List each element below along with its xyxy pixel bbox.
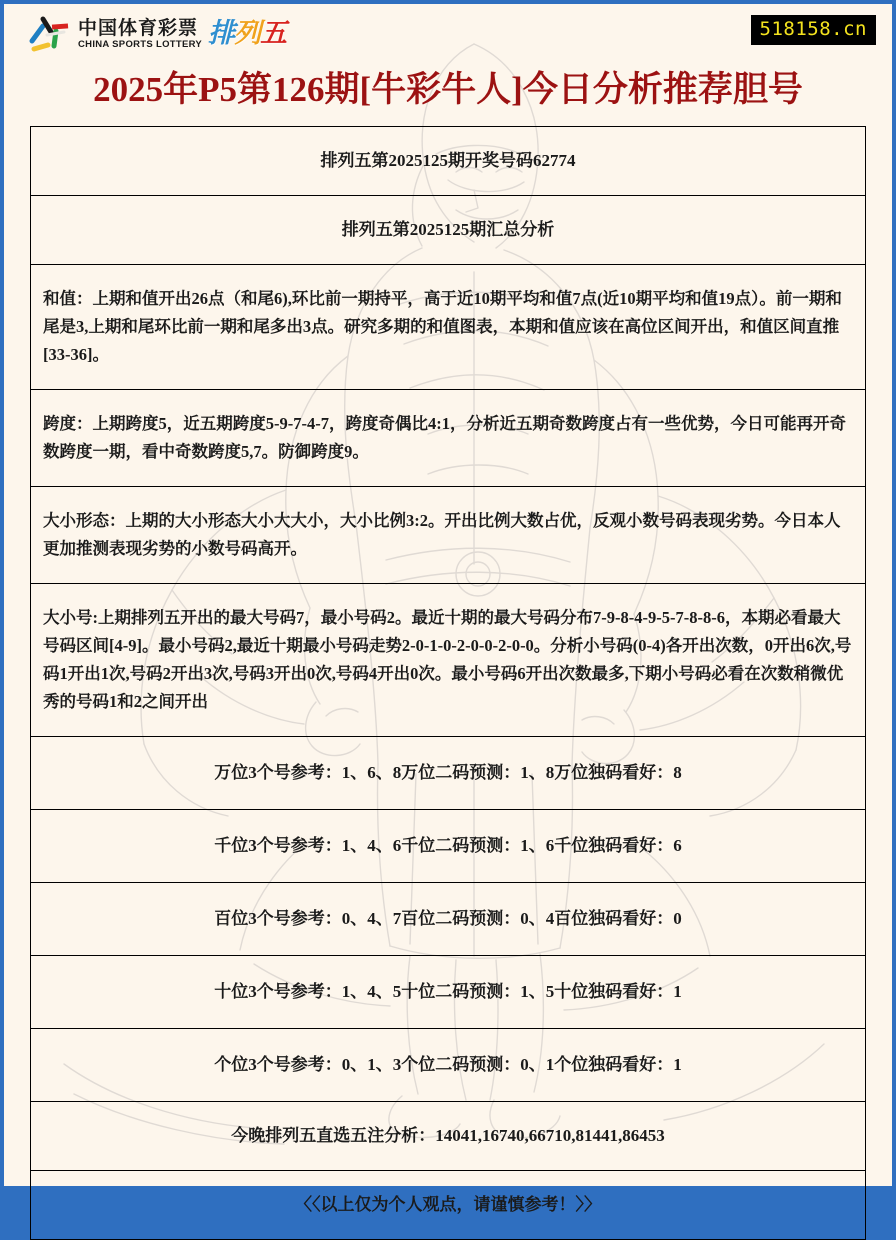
- summary-heading-cell: 排列五第2025125期汇总分析: [31, 196, 866, 265]
- brand-logo[interactable]: [26, 10, 286, 58]
- brand-name-cn: 中国体育彩票: [78, 16, 199, 39]
- disclaimer-cell: 〈〈以上仅为个人观点，请谨慎参考！〉〉: [31, 1171, 866, 1240]
- combo-cell: 今晚排列五直选五注分析：14041,16740,66710,81441,86453: [31, 1102, 866, 1171]
- game-name-char-2: 列: [234, 18, 261, 49]
- pos-ge-cell: 个位3个号参考：0、1、3个位二码预测：0、1个位独码看好：1: [31, 1029, 866, 1102]
- pos-shi-cell: 十位3个号参考：1、4、5十位二码预测：1、5十位独码看好：1: [31, 956, 866, 1029]
- table-row-size-number-analysis: [31, 584, 866, 737]
- analysis-table: [30, 126, 866, 1240]
- size-form-analysis-cell: 大小形态：上期的大小形态大小大大小，大小比例3:2。开出比例大数占优，反观小数号码表现劣势。今日本人更加推测表现劣势的小数号码高开。: [31, 487, 866, 584]
- table-row-disclaimer: [31, 1171, 866, 1240]
- table-row-size-form-analysis: [31, 487, 866, 584]
- table-row-sum-analysis: [31, 265, 866, 390]
- page-header: [4, 4, 892, 66]
- table-row-combo: [31, 1102, 866, 1171]
- game-name-char-1: 排: [208, 18, 235, 49]
- table-row-pos-wan: [31, 737, 866, 810]
- pos-wan-cell: 万位3个号参考：1、6、8万位二码预测：1、8万位独码看好：8: [31, 737, 866, 810]
- page-root: [4, 4, 892, 1214]
- site-number: 518158: [759, 18, 832, 40]
- size-number-analysis-cell: 大小号:上期排列五开出的最大号码7，最小号码2。最近十期的最大号码分布7-9-8-4-9-5-7-8-8-6，本期必看最大号码区间[4-9]。最小号码2,最近十期最小号码走势2-0-1-0-2-0-0-2-0-0。分析小号码(0-4)各开出次数，0开出6次,号码1开出1次,号码2开出3次,号码3开出0次,号码4开出0次。最小号码6开出次数最多,下期小号码必看在次数稍微优秀的号码1和2之间开出: [31, 584, 866, 737]
- pos-qian-cell: 千位3个号参考：1、4、6千位二码预测：1、6千位独码看好：6: [31, 810, 866, 883]
- pos-bai-cell: 百位3个号参考：0、4、7百位二码预测：0、4百位独码看好：0: [31, 883, 866, 956]
- table-row-pos-bai: [31, 883, 866, 956]
- draw-result-cell: 排列五第2025125期开奖号码62774: [31, 127, 866, 196]
- site-tld: .cn: [831, 18, 867, 40]
- table-row-pos-qian: [31, 810, 866, 883]
- page-title: 2025年P5第126期[牛彩牛人]今日分析推荐胆号: [93, 70, 803, 109]
- table-row-pos-shi: [31, 956, 866, 1029]
- game-name-char-3: 五: [260, 18, 287, 49]
- sum-analysis-cell: 和值：上期和值开出26点（和尾6),环比前一期持平，高于近10期平均和值7点(近10期平均和值19点）。前一期和尾是3,上期和尾环比前一期和尾多出3点。研究多期的和值图表，本期和值应该在高位区间开出，和值区间直推[33-36]。: [31, 265, 866, 390]
- site-watermark-badge[interactable]: [751, 15, 876, 45]
- table-row-draw-result: [31, 127, 866, 196]
- table-row-pos-ge: [31, 1029, 866, 1102]
- brand-name-en: CHINA SPORTS LOTTERY: [78, 38, 203, 50]
- sports-lottery-sunburst-icon: [26, 13, 72, 55]
- span-analysis-cell: 跨度：上期跨度5，近五期跨度5-9-7-4-7，跨度奇偶比4:1，分析近五期奇数跨度占有一些优势，今日可能再开奇数跨度一期，看中奇数跨度5,7。防御跨度9。: [31, 390, 866, 487]
- table-row-span-analysis: [31, 390, 866, 487]
- game-name-pailie5: [208, 19, 286, 49]
- table-row-summary-heading: [31, 196, 866, 265]
